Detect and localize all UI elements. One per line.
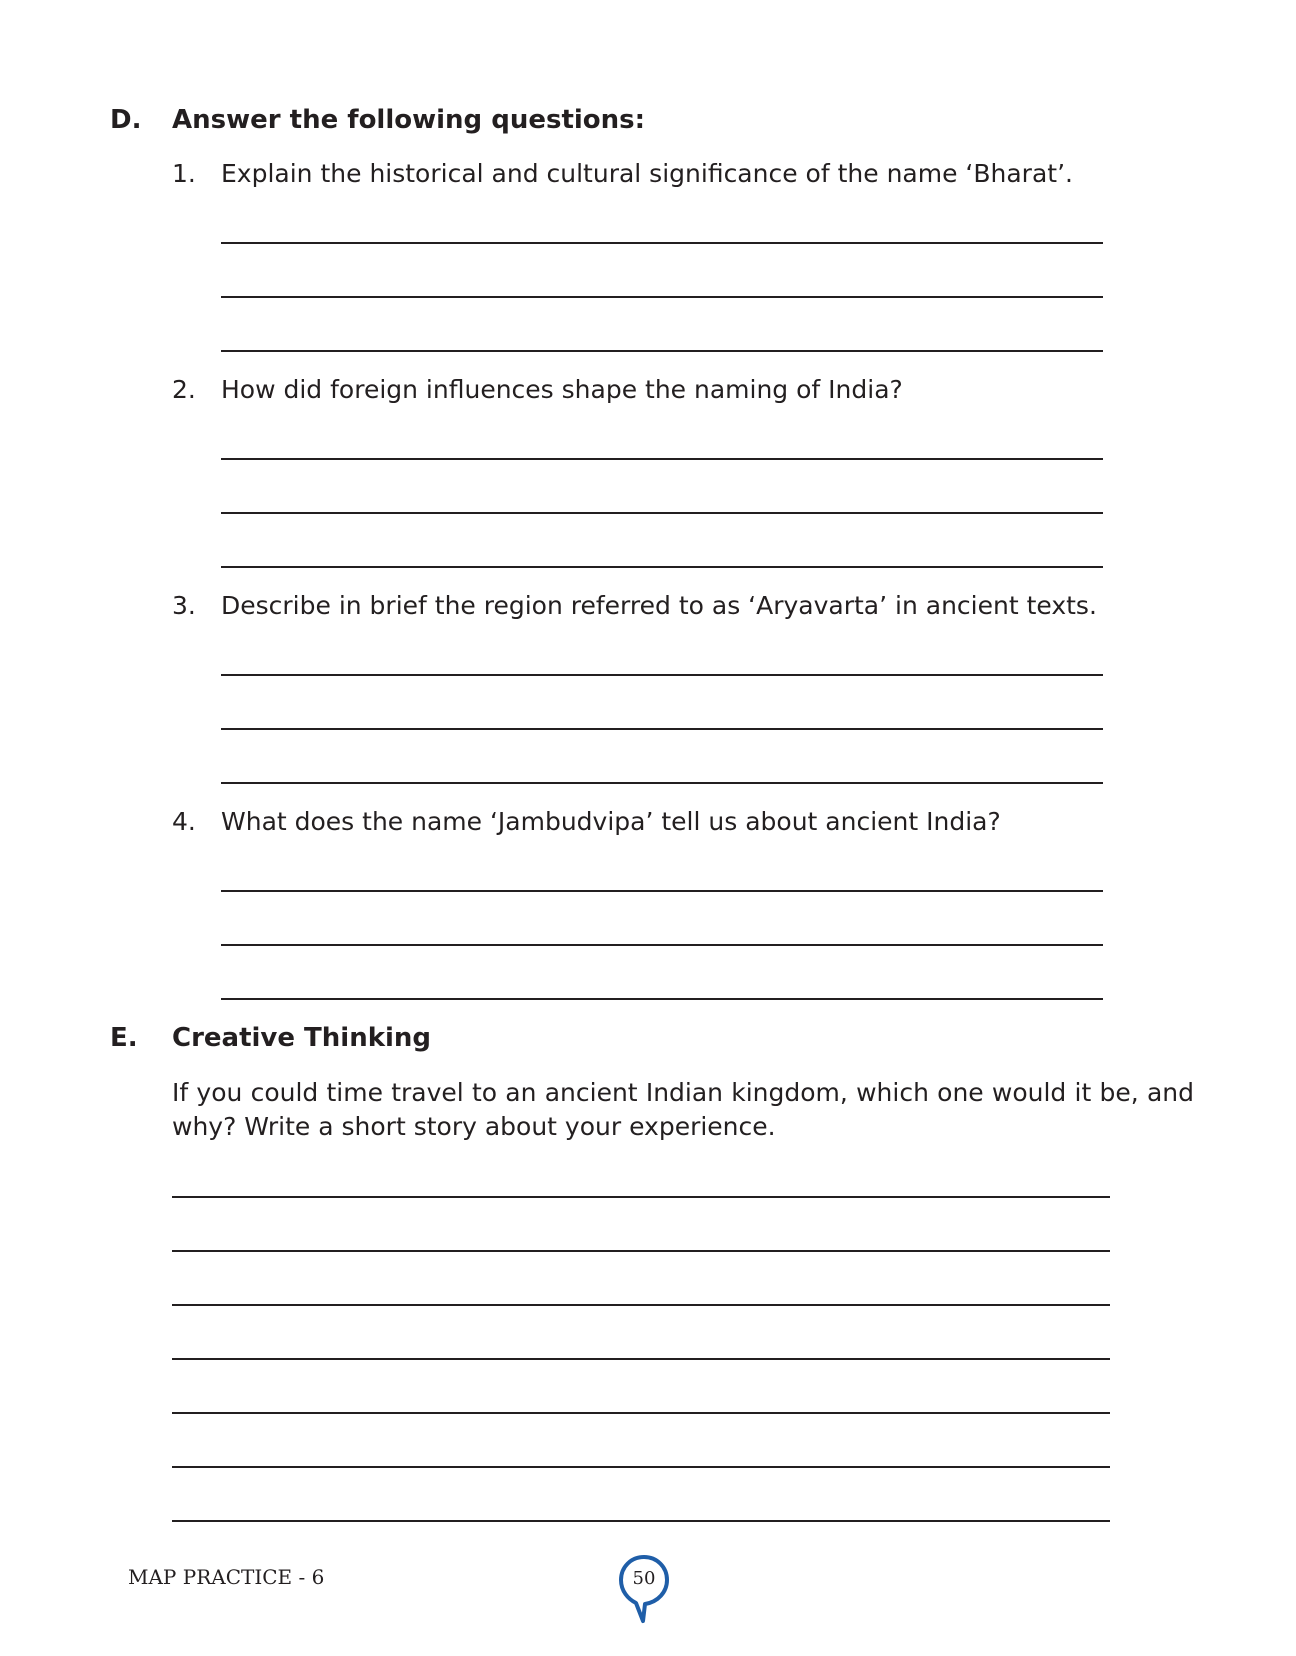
creative-prompt: If you could time travel to an ancient Indian kingdom, which one would it be, and why? Write a short story about your experience. [172, 1078, 1194, 1141]
speech-bubble-icon [618, 1554, 670, 1624]
story-line [172, 1304, 1110, 1306]
question-4-number: 4. [172, 807, 196, 836]
answer-line [221, 890, 1103, 892]
section-e-letter: E. [110, 1023, 138, 1053]
answer-line [221, 242, 1103, 244]
book-title: MAP PRACTICE - 6 [128, 1565, 325, 1589]
section-d-title: Answer the following questions: [172, 105, 646, 135]
story-line [172, 1196, 1110, 1198]
answer-line [221, 998, 1103, 1000]
question-2-number: 2. [172, 375, 196, 404]
answer-line [221, 944, 1103, 946]
question-3-text: Describe in brief the region referred to as ‘Aryavarta’ in ancient texts. [221, 591, 1097, 620]
answer-line [221, 782, 1103, 784]
question-3-number: 3. [172, 591, 196, 620]
question-1-text: Explain the historical and cultural significance of the name ‘Bharat’. [221, 159, 1073, 188]
answer-line [221, 458, 1103, 460]
story-line [172, 1250, 1110, 1252]
section-e-title: Creative Thinking [172, 1023, 432, 1053]
question-2-text: How did foreign influences shape the naming of India? [221, 375, 903, 404]
answer-line [221, 296, 1103, 298]
answer-line [221, 350, 1103, 352]
answer-line [221, 728, 1103, 730]
question-4-text: What does the name ‘Jambudvipa’ tell us about ancient India? [221, 807, 1001, 836]
answer-line [221, 674, 1103, 676]
page-number: 50 [632, 1568, 656, 1589]
answer-line [221, 566, 1103, 568]
section-d-letter: D. [110, 105, 142, 135]
story-line [172, 1358, 1110, 1360]
answer-line [221, 512, 1103, 514]
story-line [172, 1466, 1110, 1468]
story-line [172, 1520, 1110, 1522]
question-1-number: 1. [172, 159, 196, 188]
page-number-badge [618, 1554, 670, 1624]
story-line [172, 1412, 1110, 1414]
